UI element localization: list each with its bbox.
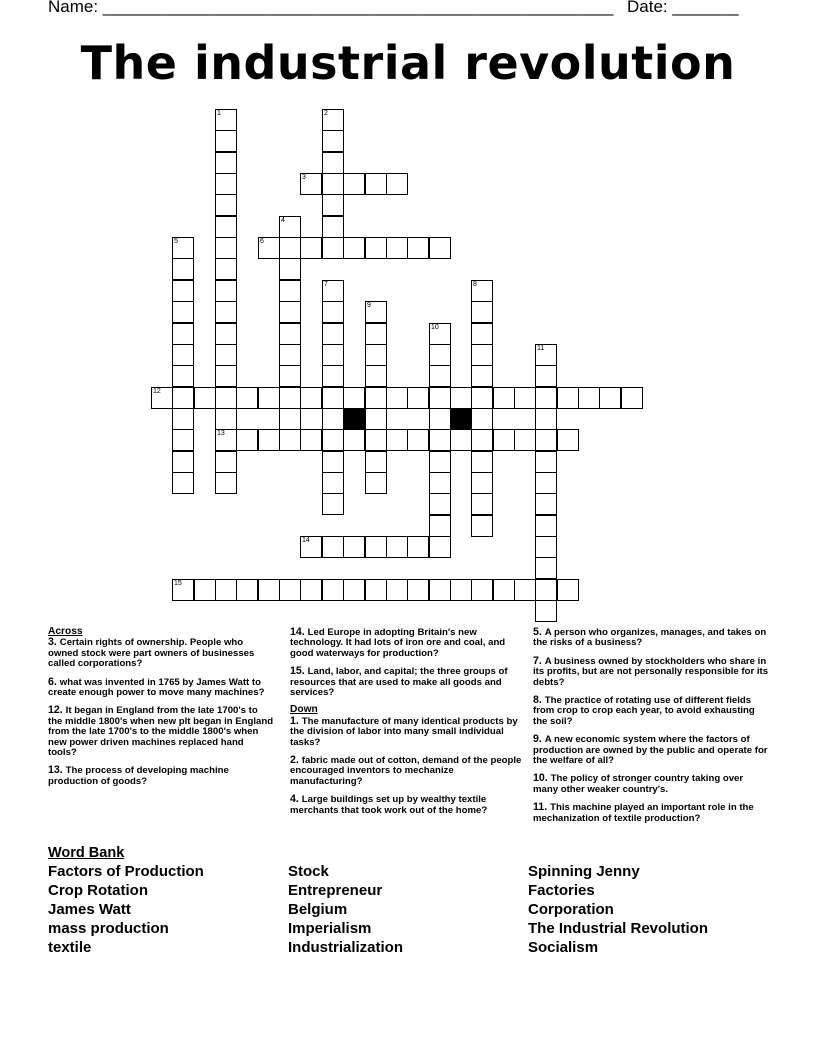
crossword-cell[interactable]	[151, 387, 173, 409]
crossword-cell[interactable]	[279, 408, 301, 430]
crossword-cell[interactable]	[215, 109, 237, 131]
crossword-cell[interactable]	[365, 301, 387, 323]
crossword-cell[interactable]	[172, 237, 194, 259]
crossword-cell[interactable]	[322, 130, 344, 152]
clue-text: Led Europe in adopting Britain's new technology. It had lots of iron ore and coal, and good waterways for production?	[290, 627, 506, 659]
clue-item	[290, 666, 522, 698]
crossword-cell[interactable]	[215, 301, 237, 323]
clue-label: 14.	[290, 626, 308, 638]
crossword-cell[interactable]	[343, 429, 365, 451]
crossword-cell[interactable]	[322, 536, 344, 558]
crossword-cell[interactable]	[215, 323, 237, 345]
clue-item	[290, 755, 522, 787]
crossword-cell[interactable]	[471, 344, 493, 366]
clue-label: 13.	[48, 764, 66, 777]
crossword-cell[interactable]	[215, 365, 237, 387]
crossword-cell[interactable]	[172, 408, 194, 430]
crossword-cell[interactable]	[514, 429, 536, 451]
clue-item	[533, 656, 769, 688]
crossword-cell[interactable]	[407, 237, 429, 259]
clue-number: 3	[302, 174, 306, 181]
clue-label: 5.	[533, 626, 545, 638]
crossword-cell[interactable]	[172, 472, 194, 494]
page-title: The industrial revolution	[80, 36, 736, 90]
crossword-cell[interactable]	[535, 408, 557, 430]
crossword-cell[interactable]	[365, 173, 387, 195]
clue-text: The manufacture of many identical products by the division of labor into many small individual tasks?	[290, 715, 518, 748]
clue-label: 15.	[290, 665, 308, 678]
crossword-cell[interactable]	[365, 408, 387, 430]
crossword-cell[interactable]	[429, 237, 451, 259]
clue-label: 8.	[533, 694, 545, 707]
crossword-cell[interactable]	[215, 152, 237, 174]
crossword-cell[interactable]	[471, 408, 493, 430]
crossword-cell[interactable]	[365, 472, 387, 494]
crossword-cell[interactable]	[322, 493, 344, 515]
clue-number: 15	[174, 580, 182, 587]
crossword-cell[interactable]	[471, 387, 493, 409]
clue-text: A business owned by stockholders who share in its profits, but are not personally responsible for its debts?	[533, 655, 769, 688]
crossword-cell[interactable]	[236, 429, 258, 451]
clue-number: 9	[367, 302, 371, 309]
crossword-cell[interactable]	[322, 152, 344, 174]
crossword-cell[interactable]	[365, 365, 387, 387]
crossword-cell[interactable]	[215, 579, 237, 601]
crossword-cell[interactable]	[279, 579, 301, 601]
crossword-cell[interactable]	[471, 493, 493, 515]
crossword-cell[interactable]	[279, 237, 301, 259]
crossword-cell[interactable]	[471, 323, 493, 345]
crossword-cell[interactable]	[386, 173, 408, 195]
clue-item	[290, 716, 522, 748]
crossword-cell[interactable]	[429, 579, 451, 601]
word-bank-item: The Industrial Revolution	[528, 920, 709, 937]
word-bank-item: Crop Rotation	[48, 882, 148, 899]
clue-label: 10.	[533, 772, 551, 785]
clue-item	[533, 773, 769, 795]
crossword-cell[interactable]	[279, 301, 301, 323]
crossword-cell[interactable]	[172, 365, 194, 387]
word-bank-item: Factories	[528, 882, 595, 899]
clue-label: 12.	[48, 704, 66, 717]
crossword-cell[interactable]	[215, 472, 237, 494]
crossword-cell[interactable]	[322, 387, 344, 409]
word-bank-item: Imperialism	[288, 920, 372, 937]
crossword-cell[interactable]	[258, 387, 280, 409]
crossword-cell[interactable]	[429, 536, 451, 558]
crossword-cell[interactable]	[450, 579, 472, 601]
down-heading: Down	[290, 704, 318, 716]
crossword-cell[interactable]	[343, 237, 365, 259]
crossword-cell[interactable]	[365, 387, 387, 409]
crossword-cell[interactable]	[429, 387, 451, 409]
crossword-cell[interactable]	[322, 451, 344, 473]
clue-label: 9.	[533, 733, 545, 746]
clue-number: 14	[302, 537, 310, 544]
crossword-cell[interactable]	[322, 429, 344, 451]
crossword-cell[interactable]	[557, 387, 579, 409]
clue-text: It began in England from the late 1700's to the middle 1800's when new plt began in England from the late 1700's to the middle 1800's when new power driven machines replaced hand tools?	[48, 705, 274, 759]
crossword-cell[interactable]	[300, 536, 322, 558]
crossword-cell[interactable]	[407, 429, 429, 451]
crossword-cell[interactable]	[172, 323, 194, 345]
crossword-cell[interactable]	[300, 579, 322, 601]
clue-item	[533, 627, 769, 649]
crossword-cell[interactable]	[386, 429, 408, 451]
crossword-cell[interactable]	[450, 429, 472, 451]
crossword-cell[interactable]	[236, 387, 258, 409]
crossword-cell[interactable]	[535, 365, 557, 387]
across-heading: Across	[48, 626, 83, 637]
crossword-cell[interactable]	[279, 280, 301, 302]
word-bank-item: textile	[48, 939, 92, 956]
crossword-cell[interactable]	[194, 579, 216, 601]
crossword-cell[interactable]	[557, 579, 579, 601]
crossword-cell[interactable]	[365, 579, 387, 601]
clue-text: The policy of stronger country taking over many other weaker country's.	[533, 773, 744, 795]
clue-number: 13	[217, 430, 225, 437]
word-bank-item: Spinning Jenny	[528, 863, 640, 880]
word-bank-column-3	[528, 862, 708, 957]
crossword-cell[interactable]	[322, 408, 344, 430]
crossword-cell[interactable]	[172, 429, 194, 451]
clue-number: 2	[324, 110, 328, 117]
crossword-cell[interactable]	[322, 109, 344, 131]
crossword-cell[interactable]	[493, 429, 515, 451]
crossword-cell[interactable]	[215, 344, 237, 366]
word-bank-column-1	[48, 862, 204, 957]
crossword-cell[interactable]	[322, 579, 344, 601]
word-bank-title: Word Bank	[48, 845, 125, 861]
crossword-cell[interactable]	[429, 472, 451, 494]
crossword-cell[interactable]	[535, 344, 557, 366]
clue-number: 8	[473, 281, 477, 288]
clue-item	[290, 627, 522, 659]
crossword-cell[interactable]	[279, 365, 301, 387]
crossword-black-cell	[450, 408, 472, 430]
clue-item	[533, 734, 769, 766]
clues-column-1	[48, 627, 274, 794]
crossword-cell[interactable]	[514, 579, 536, 601]
crossword-cell[interactable]	[429, 493, 451, 515]
crossword-cell[interactable]	[386, 579, 408, 601]
crossword-cell[interactable]	[471, 579, 493, 601]
crossword-cell[interactable]	[471, 472, 493, 494]
crossword-cell[interactable]	[172, 579, 194, 601]
crossword-cell[interactable]	[215, 173, 237, 195]
crossword-cell[interactable]	[322, 472, 344, 494]
clue-label: 3.	[48, 636, 60, 649]
crossword-cell[interactable]	[429, 429, 451, 451]
crossword-cell[interactable]	[365, 536, 387, 558]
crossword-cell[interactable]	[471, 451, 493, 473]
crossword-cell[interactable]	[322, 194, 344, 216]
crossword-cell[interactable]	[172, 280, 194, 302]
crossword-cell[interactable]	[172, 387, 194, 409]
crossword-cell[interactable]	[343, 579, 365, 601]
clue-number: 7	[324, 281, 328, 288]
word-bank-column-2	[288, 862, 403, 957]
crossword-cell[interactable]	[514, 387, 536, 409]
crossword-cell[interactable]	[535, 600, 557, 622]
crossword-cell[interactable]	[535, 557, 557, 579]
crossword-cell[interactable]	[578, 387, 600, 409]
crossword-black-cell	[343, 408, 365, 430]
crossword-cell[interactable]	[365, 323, 387, 345]
crossword-cell[interactable]	[258, 579, 280, 601]
clue-text: This machine played an important role in the mechanization of textile production?	[533, 802, 754, 824]
crossword-cell[interactable]	[322, 344, 344, 366]
crossword-cell[interactable]	[279, 387, 301, 409]
crossword-cell[interactable]	[471, 301, 493, 323]
word-bank-item: Corporation	[528, 901, 614, 918]
crossword-cell[interactable]	[322, 280, 344, 302]
crossword-cell[interactable]	[172, 258, 194, 280]
crossword-cell[interactable]	[535, 472, 557, 494]
clue-number: 6	[260, 238, 264, 245]
clue-text: A person who organizes, manages, and takes on the risks of a business?	[533, 627, 767, 649]
clue-number: 12	[153, 388, 161, 395]
crossword-cell[interactable]	[535, 515, 557, 537]
crossword-cell[interactable]	[429, 365, 451, 387]
crossword-cell[interactable]	[322, 301, 344, 323]
crossword-cell[interactable]	[300, 429, 322, 451]
crossword-cell[interactable]	[535, 493, 557, 515]
crossword-cell[interactable]	[258, 429, 280, 451]
crossword-cell[interactable]	[215, 429, 237, 451]
crossword-cell[interactable]	[194, 387, 216, 409]
crossword-cell[interactable]	[407, 387, 429, 409]
clue-item	[533, 802, 769, 824]
crossword-cell[interactable]	[300, 173, 322, 195]
crossword-cell[interactable]	[407, 579, 429, 601]
crossword-cell[interactable]	[215, 216, 237, 238]
clue-text: A new economic system where the factors of production are owned by the public and operate for the welfare of all?	[533, 734, 768, 767]
clue-text: Large buildings set up by wealthy textile merchants that took work out of the home?	[290, 794, 488, 816]
clue-number: 1	[217, 110, 221, 117]
crossword-cell[interactable]	[279, 344, 301, 366]
crossword-cell[interactable]	[535, 451, 557, 473]
crossword-cell[interactable]	[236, 579, 258, 601]
clue-text: Land, labor, and capital; the three groups of resources that are used to make all goods and services?	[290, 666, 508, 699]
crossword-cell[interactable]	[471, 515, 493, 537]
clue-item	[48, 705, 274, 758]
clue-item	[48, 765, 274, 787]
crossword-cell[interactable]	[279, 258, 301, 280]
clue-number: 4	[281, 217, 285, 224]
crossword-cell[interactable]	[343, 173, 365, 195]
crossword-cell[interactable]	[322, 323, 344, 345]
crossword-cell[interactable]	[386, 536, 408, 558]
crossword-cell[interactable]	[429, 515, 451, 537]
crossword-cell[interactable]	[300, 387, 322, 409]
clue-text: The practice of rotating use of different fields from crop to crop each year, to avoid exhausting the soil?	[533, 695, 755, 727]
clue-number: 5	[174, 238, 178, 245]
clue-text: Certain rights of ownership. People who owned stock were part owners of businesses called corporations?	[48, 637, 255, 670]
crossword-cell[interactable]	[471, 280, 493, 302]
clue-label: 2.	[290, 754, 302, 767]
crossword-cell[interactable]	[386, 237, 408, 259]
crossword-cell[interactable]	[215, 130, 237, 152]
crossword-cell[interactable]	[535, 429, 557, 451]
word-bank-item: Stock	[288, 863, 329, 880]
crossword-cell[interactable]	[279, 216, 301, 238]
clue-number: 10	[431, 324, 439, 331]
clue-label: 6.	[48, 675, 60, 688]
crossword-cell[interactable]	[535, 536, 557, 558]
crossword-cell[interactable]	[322, 365, 344, 387]
crossword-cell[interactable]	[471, 429, 493, 451]
crossword-cell[interactable]	[535, 387, 557, 409]
crossword-cell[interactable]	[365, 429, 387, 451]
date-line: Date: _______	[627, 0, 739, 16]
clue-number: 11	[537, 345, 545, 352]
crossword-cell[interactable]	[365, 344, 387, 366]
crossword-cell[interactable]	[621, 387, 643, 409]
crossword-cell[interactable]	[172, 451, 194, 473]
crossword-cell[interactable]	[215, 194, 237, 216]
clue-item	[48, 677, 274, 699]
crossword-cell[interactable]	[343, 536, 365, 558]
clue-label: 11.	[533, 801, 551, 814]
crossword-cell[interactable]	[215, 451, 237, 473]
word-bank-item: Belgium	[288, 901, 348, 918]
crossword-cell[interactable]	[407, 536, 429, 558]
crossword-cell[interactable]	[279, 323, 301, 345]
clue-text: The process of developing machine production of goods?	[48, 765, 229, 787]
crossword-cell[interactable]	[322, 216, 344, 238]
crossword-cell[interactable]	[258, 237, 280, 259]
crossword-cell[interactable]	[215, 258, 237, 280]
word-bank-item: Entrepreneur	[288, 882, 383, 899]
crossword-cell[interactable]	[557, 429, 579, 451]
clue-label: 7.	[533, 654, 545, 667]
clue-label: 1.	[290, 714, 302, 727]
word-bank-item: mass production	[48, 920, 169, 937]
crossword-cell[interactable]	[279, 429, 301, 451]
clue-item	[290, 794, 522, 816]
clue-text: fabric made out of cotton, demand of the people encouraged inventors to mechanize manufacturing?	[290, 755, 522, 787]
clue-item	[533, 695, 769, 727]
crossword-cell[interactable]	[450, 387, 472, 409]
crossword-cell[interactable]	[599, 387, 621, 409]
crossword-cell[interactable]	[535, 579, 557, 601]
crossword-cell[interactable]	[365, 237, 387, 259]
crossword-cell[interactable]	[215, 280, 237, 302]
clue-text: what was invented in 1765 by James Watt to create enough power to move many machines?	[48, 676, 265, 699]
crossword-cell[interactable]	[172, 301, 194, 323]
crossword-cell[interactable]	[322, 237, 344, 259]
clues-column-3	[533, 627, 769, 831]
clue-item	[48, 637, 274, 669]
crossword-cell[interactable]	[493, 387, 515, 409]
crossword-cell[interactable]	[429, 323, 451, 345]
crossword-cell[interactable]	[322, 173, 344, 195]
crossword-cell[interactable]	[386, 387, 408, 409]
crossword-cell[interactable]	[493, 579, 515, 601]
crossword-cell[interactable]	[215, 408, 237, 430]
crossword-cell[interactable]	[429, 451, 451, 473]
crossword-cell[interactable]	[215, 387, 237, 409]
crossword-cell[interactable]	[471, 365, 493, 387]
crossword-cell[interactable]	[300, 237, 322, 259]
word-bank-item: Industrialization	[288, 939, 404, 956]
crossword-cell[interactable]	[172, 344, 194, 366]
word-bank-item: James Watt	[48, 901, 131, 918]
crossword-cell[interactable]	[365, 451, 387, 473]
clue-label: 4.	[290, 793, 302, 806]
crossword-cell[interactable]	[429, 344, 451, 366]
clues-column-2	[290, 627, 522, 823]
name-line: Name: ______________________________________________________	[48, 0, 614, 16]
word-bank-item: Factors of Production	[48, 863, 204, 880]
crossword-cell[interactable]	[343, 387, 365, 409]
word-bank-item: Socialism	[528, 939, 599, 956]
crossword-cell[interactable]	[215, 237, 237, 259]
crossword-cell[interactable]	[429, 408, 451, 430]
